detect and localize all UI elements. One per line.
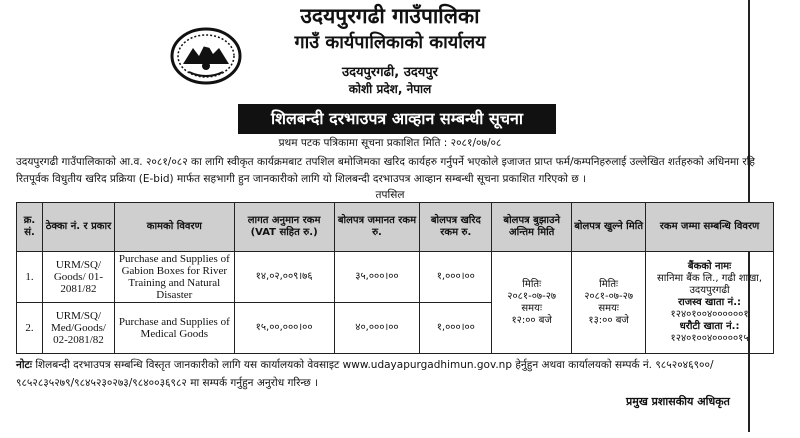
row-description: Purchase and Supplies of Gabion Boxes for River Training and Natural Disaster — [114, 252, 234, 303]
office-province: कोशी प्रदेश, नेपाल — [348, 82, 432, 96]
header-contract: ठेक्का नं. र प्रकार — [42, 203, 114, 252]
row-sn: 2. — [17, 303, 43, 354]
header-bid-fee: बोलपत्र खरिद रकम रु. — [420, 203, 492, 252]
note-label: नोटः — [16, 359, 32, 371]
bid-table — [16, 202, 774, 354]
opening-date-label: मितिः — [599, 278, 619, 290]
submission-date-label: मितिः — [522, 278, 542, 290]
submission-time-label: समयः — [521, 302, 542, 314]
signature-title: प्रमुख प्रशासकीय अधिकृत — [626, 395, 730, 408]
deposit-account-label: धरौटी खाता नं.: — [679, 320, 740, 332]
header-submission-date: बोलपत्र बुझाउने अन्तिम मिति — [492, 203, 572, 252]
header-bank-details: रकम जम्मा सम्बन्धि विवरण — [646, 203, 774, 252]
publication-date-line: प्रथम पटक पत्रिकामा सूचना प्रकाशित मिति : २०८१/०७/०८ — [278, 137, 502, 149]
revenue-account-number: १२४०१००४००००००१ — [670, 308, 749, 320]
office-address: उदयपुरगढी, उदयपुर — [341, 65, 438, 80]
submission-time: १२:०० बजे — [511, 314, 552, 326]
bank-name: सानिमा बैंक लि., गढी शाखा, उदयपुरगढी — [657, 272, 763, 296]
row-estimate: १५,००,०००।०० — [234, 303, 334, 354]
intro-paragraph: उदयपुरगढी गाउँपालिकाको आ.व. २०८१/०८२ का लागि स्वीकृत कार्यक्रमबाट तपशिल बमोजिमका खरिद कार्यहरु गर्नुपर्ने भएकोले इजाजत प्राप्त फर्म/कम्पनिहरुलाई उल्लेखित शर्तहरुको अधिनमा रहि रितपूर्वक विधुतीय खरिद प्रक्रिया (E-bid) मार्फत सहभागी हुन जानकारीको लागि यो शिलबन्दी दरभाउपत्र आव्हान सम्बन्धी सूचना प्रकाशित गरिएको छ । — [16, 156, 755, 185]
tapasil-label: तपसिल — [375, 189, 405, 201]
row-security: ३५,०००।०० — [334, 252, 420, 303]
header-security: बोलपत्र जमानत रकम रु. — [334, 203, 420, 252]
row-sn: 1. — [17, 252, 43, 303]
header-description: कामको विवरण — [114, 203, 234, 252]
bank-details-cell — [646, 252, 774, 354]
note-paragraph — [16, 356, 768, 392]
table-header-row — [17, 203, 774, 252]
row-security: ४०,०००।०० — [334, 303, 420, 354]
row-bid-fee: १,०००।०० — [420, 252, 492, 303]
bank-name-label: बैंकको नामः — [687, 260, 732, 272]
header-sn: क्र. सं. — [17, 203, 43, 252]
note-text: शिलबन्दी दरभाउपत्र सम्बन्धि विस्तृत जानकारीको लागि यस कार्यालयको वेवसाइट www.udayapurgadhimun.gov.np हेर्नुहुन अथवा कार्यालयको सम्पर्क नं. ९८५२०४६९००/ ९८५२८३५२७९/९८४५२३०२७३/९८४००३६९८२ मा सम्पर्क गर्नुहुन अनुरोध गरिन्छ । — [16, 359, 714, 389]
office-subtitle: गाउँ कार्यपालिकाको कार्यालय — [294, 32, 486, 53]
submission-date-cell — [492, 252, 572, 354]
row-contract: URM/SQ/ Goods/ 01-2081/82 — [42, 252, 114, 303]
deposit-account-number: १२४०१००४०००००१५ — [670, 332, 749, 344]
row-bid-fee: १,०००।०० — [420, 303, 492, 354]
submission-date: २०८१-०७-२७ — [507, 290, 557, 302]
header-opening-date: बोलपत्र खुल्ने मिति — [572, 203, 646, 252]
opening-date: २०८१-०७-२७ — [584, 290, 634, 302]
row-contract: URM/SQ/ Med/Goods/ 02-2081/82 — [42, 303, 114, 354]
revenue-account-label: राजस्व खाता नं.: — [678, 296, 741, 308]
opening-time: १३:०० बजे — [588, 314, 629, 326]
header-estimate: लागत अनुमान रकम (VAT सहित रु.) — [234, 203, 334, 252]
row-description: Purchase and Supplies of Medical Goods — [114, 303, 234, 354]
opening-time-label: समयः — [598, 302, 619, 314]
notice-title: शिलबन्दी दरभाउपत्र आव्हान सम्बन्धी सूचना — [238, 104, 556, 134]
opening-date-cell — [572, 252, 646, 354]
table-row — [17, 252, 774, 303]
notice-page — [6, 0, 774, 432]
row-estimate: १४,०२,००९।७६ — [234, 252, 334, 303]
municipality-title: उदयपुरगढी गाउँपालिका — [300, 4, 480, 28]
